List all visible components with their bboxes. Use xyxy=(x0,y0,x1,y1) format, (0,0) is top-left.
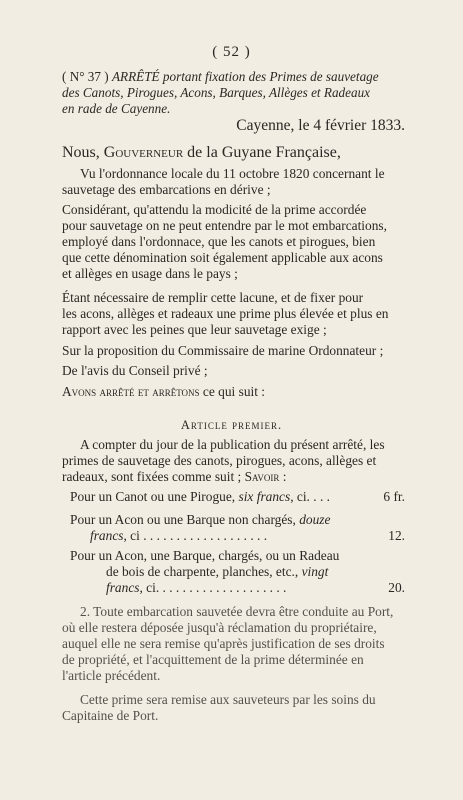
article-line-3: radeaux, sont fixées comme suit ; Savoir : xyxy=(62,469,287,484)
article-line-1: A compter du jour de la publication du présent arrêté, les xyxy=(80,437,385,452)
article2-line-3: auquel elle ne sera remise qu'après justification de ses droits xyxy=(62,636,385,651)
price-acon-loaded-line-3: francs, ci. . . . . . . . . . . . . . . . . . . . 20. xyxy=(106,580,405,595)
price-acon-empty-line-2: francs, ci . . . . . . . . . . . . . . . . . . . 12. xyxy=(90,528,405,543)
etant-line-2: les acons, allèges et radeaux une prime plus élevée et plus en xyxy=(62,306,389,321)
closing-line-2: Capitaine de Port. xyxy=(62,708,159,723)
decree-title: ARRÊTÉ portant fixation des Primes de sauvetage xyxy=(111,69,379,84)
header-line-2: des Canots, Pirogues, Acons, Barques, Allèges et Radeaux xyxy=(62,85,371,100)
price-canot: Pour un Canot ou une Pirogue, six francs, ci. . . . 6 fr. xyxy=(70,489,405,504)
page-number: ( 52 ) xyxy=(212,44,251,60)
article-heading: Article premier. xyxy=(180,418,283,432)
price-acon-empty: Pour un Acon ou une Barque non chargés, douze xyxy=(70,512,331,527)
closing-line-1: Cette prime sera remise aux sauveteurs par les soins du xyxy=(80,692,376,707)
vu-line-1: Vu l'ordonnance locale du 11 octobre 1820 concernant le xyxy=(80,166,385,181)
price-canot-amount: 6 fr. xyxy=(383,489,405,504)
avis-line: De l'avis du Conseil privé ; xyxy=(62,363,208,378)
proposition-line: Sur la proposition du Commissaire de marine Ordonnateur ; xyxy=(62,343,384,358)
decree-number: ( N° 37 ) xyxy=(62,69,109,84)
considerant-line-1: Considérant, qu'attendu la modicité de la prime accordée xyxy=(62,202,367,217)
article2-line-4: de propriété, et l'acquittement de la prime déterminée en xyxy=(62,652,364,667)
price-acon-loaded-line-2: de bois de charpente, planches, etc., vingt xyxy=(106,564,329,579)
price-acon-empty-amount: 12. xyxy=(388,528,405,543)
considerant-line-3: employé dans l'ordonnace, que les canots et pirogues, bien xyxy=(62,234,376,249)
header-line-1 xyxy=(62,69,407,85)
avons-line: Avons arrêté et arrêtons ce qui suit : xyxy=(62,384,266,399)
etant-line-1: Étant nécessaire de remplir cette lacune, et de fixer pour xyxy=(62,290,364,305)
considerant-line-2: pour sauvetage on ne peut entendre par le mot embarcations, xyxy=(62,218,387,233)
intro-line: Nous, Gouverneur de la Guyane Française, xyxy=(62,144,341,161)
header-line-3: en rade de Cayenne. xyxy=(62,101,171,116)
place-date: Cayenne, le 4 février 1833. xyxy=(236,117,405,134)
considerant-line-4: que cette dénomination soit également applicable aux acons xyxy=(62,250,383,265)
etant-line-3: rapport avec les peines que leur sauvetage exige ; xyxy=(62,322,327,337)
article2-line-1: 2. Toute embarcation sauvetée devra être conduite au Port, xyxy=(80,604,394,619)
price-acon-loaded: Pour un Acon, une Barque, chargés, ou un Radeau xyxy=(70,548,340,563)
price-acon-loaded-amount: 20. xyxy=(388,580,405,595)
considerant-line-5: et allèges en usage dans le pays ; xyxy=(62,266,238,281)
article2-line-5: l'article précédent. xyxy=(62,668,161,683)
article2-line-2: où elle restera déposée jusqu'à réclamation du propriétaire, xyxy=(62,620,377,635)
article-line-2: primes de sauvetage des canots, pirogues, acons, allèges et xyxy=(62,453,377,468)
vu-line-2: sauvetage des embarcations en dérive ; xyxy=(62,182,271,197)
